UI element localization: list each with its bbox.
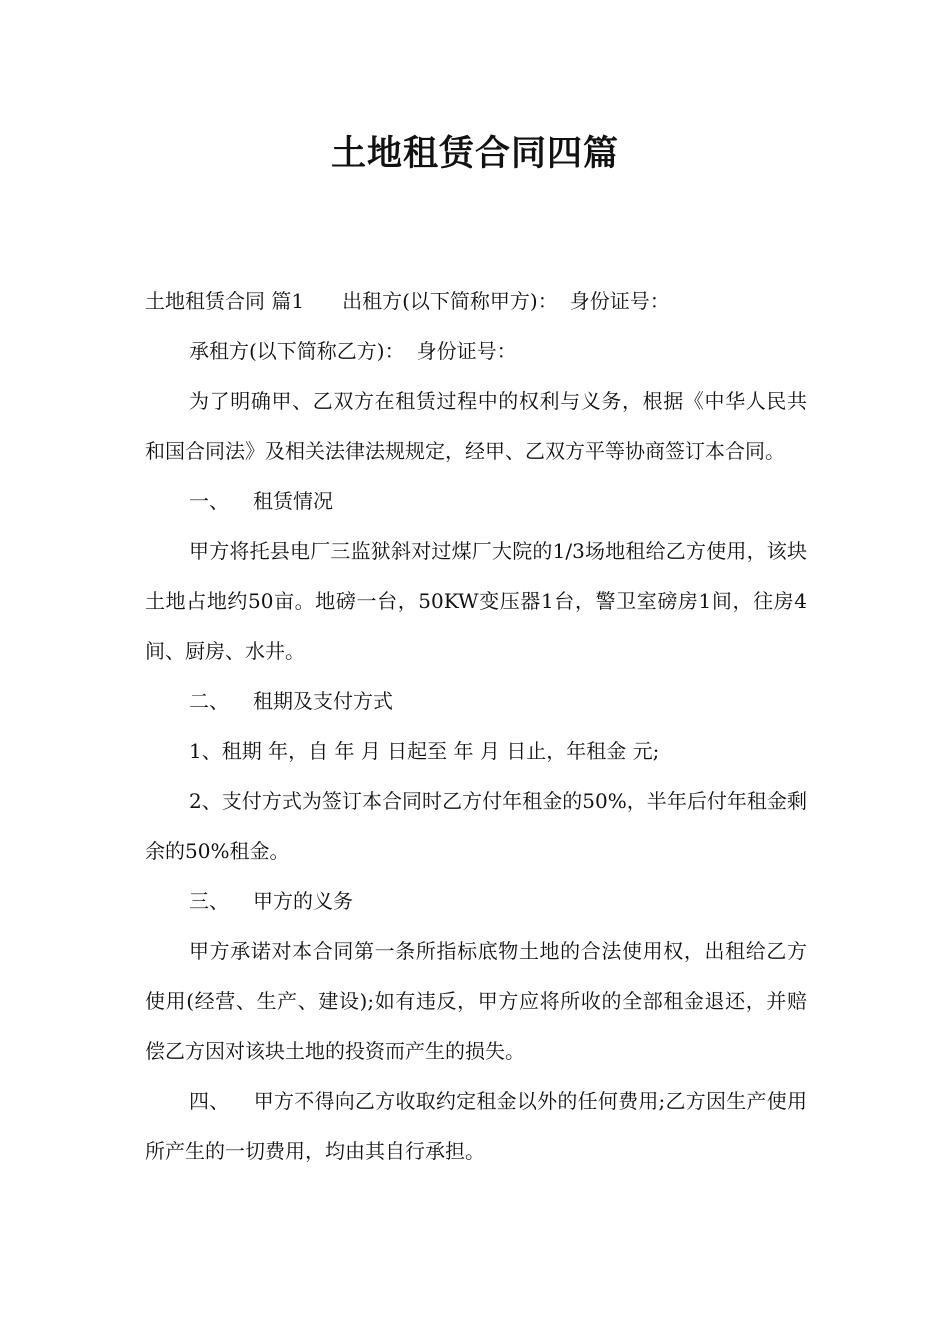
section-3-number: 三、 (189, 889, 229, 913)
section-1-number: 一、 (189, 489, 229, 513)
document-title: 土地租赁合同四篇 (330, 134, 619, 174)
purpose-paragraph: 为了明确甲、乙双方在租赁过程中的权利与义务，根据《中华人民共和国合同法》及相关法律法规规定，经甲、乙双方平等协商签订本合同。 (145, 389, 807, 463)
section-2-heading (145, 676, 807, 726)
lessee-label: 承租方(以下简称乙方)： (189, 339, 405, 363)
section-2-number: 二、 (189, 689, 229, 713)
section-3-heading (145, 876, 807, 926)
document-body (145, 276, 807, 1176)
section-1-heading (145, 476, 807, 526)
section-3-title: 甲方的义务 (253, 889, 353, 913)
lessee-id-label: 身份证号： (416, 339, 517, 363)
section-4-paragraph (145, 1076, 807, 1176)
section-2-item-2: 2、支付方式为签订本合同时乙方付年租金的50%，半年后付年租金剩余的50%租金。 (145, 789, 807, 863)
section-4-number: 四、 (189, 1089, 230, 1113)
intro-line (145, 276, 807, 326)
section-1-title: 租赁情况 (253, 489, 333, 513)
section-2-item-1: 1、租期 年，自 年 月 日起至 年 月 日止，年租金 元; (189, 739, 660, 763)
lessor-label: 出租方(以下简称甲方)： (342, 289, 558, 313)
lessor-id-label: 身份证号： (569, 289, 670, 313)
section-1-paragraph: 甲方将托县电厂三监狱斜对过煤厂大院的1/3场地租给乙方使用，该块土地占地约50亩。地磅一台，50KW变压器1台，警卫室磅房1间，往房4间、厨房、水井。 (145, 539, 807, 663)
section-4-text: 甲方不得向乙方收取约定租金以外的任何费用;乙方因生产使用所产生的一切费用，均由其自行承担。 (145, 1089, 807, 1163)
section-3-paragraph: 甲方承诺对本合同第一条所指标底物土地的合法使用权，出租给乙方使用(经营、生产、建设);如有违反，甲方应将所收的全部租金退还，并赔偿乙方因对该块土地的投资而产生的损失。 (145, 939, 807, 1063)
contract-heading: 土地租赁合同 篇1 (145, 289, 305, 313)
lessee-line (145, 326, 807, 376)
section-2-title: 租期及支付方式 (253, 689, 393, 713)
